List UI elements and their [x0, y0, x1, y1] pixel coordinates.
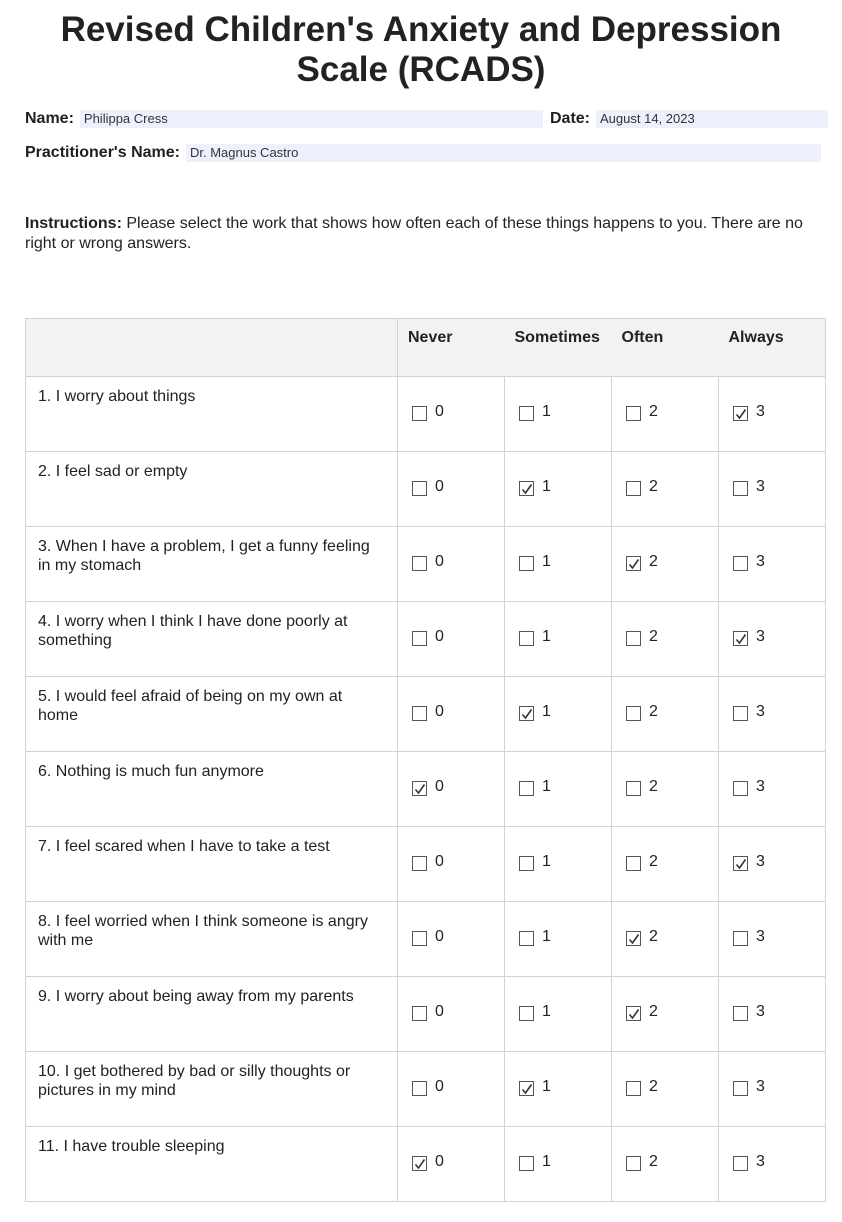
option-score: 1	[542, 553, 551, 570]
option-cell-never	[398, 977, 505, 1052]
answer-option	[733, 1004, 765, 1021]
answer-checkbox[interactable]	[519, 781, 534, 796]
option-cell-often	[612, 452, 719, 527]
column-header-always: Always	[719, 319, 826, 377]
option-cell-sometimes	[505, 1052, 612, 1127]
answer-checkbox[interactable]	[733, 406, 748, 421]
answer-option	[626, 629, 658, 646]
option-cell-never	[398, 677, 505, 752]
option-cell-sometimes	[505, 602, 612, 677]
option-score: 1	[542, 478, 551, 495]
option-score: 2	[649, 1003, 658, 1020]
table-row	[26, 752, 826, 827]
question-text: 11. I have trouble sleeping	[26, 1127, 398, 1202]
date-field-row	[550, 110, 828, 128]
page-title	[0, 10, 842, 90]
answer-checkbox[interactable]	[412, 706, 427, 721]
checkmark-icon	[628, 1008, 640, 1020]
answer-checkbox[interactable]	[519, 1156, 534, 1171]
column-header-often: Often	[612, 319, 719, 377]
table-row	[26, 527, 826, 602]
answer-option	[519, 554, 551, 571]
column-header-sometimes: Sometimes	[505, 319, 612, 377]
option-score: 0	[435, 553, 444, 570]
checkmark-icon	[521, 1083, 533, 1095]
answer-option	[412, 554, 444, 571]
checkmark-icon	[521, 483, 533, 495]
option-cell-always	[719, 752, 826, 827]
answer-checkbox[interactable]	[412, 931, 427, 946]
answer-option	[519, 929, 551, 946]
question-text: 2. I feel sad or empty	[26, 452, 398, 527]
option-score: 3	[756, 928, 765, 945]
answer-checkbox[interactable]	[626, 481, 641, 496]
option-score: 2	[649, 853, 658, 870]
table-row	[26, 377, 826, 452]
option-score: 0	[435, 1078, 444, 1095]
option-cell-always	[719, 452, 826, 527]
answer-option	[412, 479, 444, 496]
option-score: 2	[649, 553, 658, 570]
option-score: 1	[542, 1003, 551, 1020]
answer-option	[519, 629, 551, 646]
question-text: 9. I worry about being away from my parents	[26, 977, 398, 1052]
option-cell-never	[398, 452, 505, 527]
option-cell-sometimes	[505, 977, 612, 1052]
answer-option	[412, 404, 444, 421]
answer-checkbox[interactable]	[626, 1081, 641, 1096]
answer-option	[412, 929, 444, 946]
option-score: 1	[542, 778, 551, 795]
option-score: 1	[542, 1153, 551, 1170]
answer-option	[626, 779, 658, 796]
questionnaire-table	[25, 318, 826, 1202]
option-cell-often	[612, 977, 719, 1052]
answer-checkbox[interactable]	[519, 931, 534, 946]
answer-option	[519, 1154, 551, 1171]
answer-option	[519, 854, 551, 871]
answer-option	[733, 704, 765, 721]
option-score: 2	[649, 928, 658, 945]
name-field[interactable]: Philippa Cress	[80, 110, 543, 128]
option-cell-always	[719, 827, 826, 902]
answer-checkbox[interactable]	[626, 406, 641, 421]
option-cell-often	[612, 1127, 719, 1202]
answer-checkbox[interactable]	[412, 1156, 427, 1171]
option-cell-never	[398, 752, 505, 827]
option-cell-always	[719, 527, 826, 602]
option-score: 2	[649, 703, 658, 720]
instructions-lead: Instructions:	[25, 215, 122, 232]
option-cell-sometimes	[505, 827, 612, 902]
option-score: 3	[756, 778, 765, 795]
practitioner-field-row	[25, 144, 821, 162]
option-cell-often	[612, 377, 719, 452]
option-score: 2	[649, 628, 658, 645]
option-cell-never	[398, 902, 505, 977]
table-header-row	[26, 319, 826, 377]
option-score: 3	[756, 403, 765, 420]
question-text: 1. I worry about things	[26, 377, 398, 452]
option-cell-always	[719, 677, 826, 752]
answer-checkbox[interactable]	[519, 706, 534, 721]
instructions-text: Please select the work that shows how often each of these things happens to you. There are no right or wrong answers.	[25, 215, 803, 252]
answer-option	[733, 629, 765, 646]
answer-checkbox[interactable]	[733, 856, 748, 871]
answer-checkbox[interactable]	[626, 856, 641, 871]
option-cell-sometimes	[505, 377, 612, 452]
option-score: 3	[756, 553, 765, 570]
answer-checkbox[interactable]	[412, 556, 427, 571]
answer-checkbox[interactable]	[626, 556, 641, 571]
option-cell-always	[719, 602, 826, 677]
answer-option	[412, 1004, 444, 1021]
option-cell-always	[719, 1127, 826, 1202]
option-cell-sometimes	[505, 902, 612, 977]
option-cell-often	[612, 1052, 719, 1127]
table-row	[26, 602, 826, 677]
option-cell-sometimes	[505, 752, 612, 827]
option-cell-never	[398, 602, 505, 677]
table-row	[26, 827, 826, 902]
answer-option	[412, 1079, 444, 1096]
answer-checkbox[interactable]	[412, 856, 427, 871]
option-score: 2	[649, 778, 658, 795]
answer-checkbox[interactable]	[733, 1156, 748, 1171]
option-score: 0	[435, 628, 444, 645]
answer-option	[733, 404, 765, 421]
option-score: 3	[756, 853, 765, 870]
option-score: 1	[542, 1078, 551, 1095]
checkmark-icon	[628, 933, 640, 945]
answer-checkbox[interactable]	[412, 781, 427, 796]
option-cell-always	[719, 977, 826, 1052]
column-header-never: Never	[398, 319, 505, 377]
answer-checkbox[interactable]	[519, 481, 534, 496]
option-score: 1	[542, 928, 551, 945]
option-score: 2	[649, 1153, 658, 1170]
answer-checkbox[interactable]	[733, 556, 748, 571]
question-text: 4. I worry when I think I have done poorly at something	[26, 602, 398, 677]
answer-option	[412, 779, 444, 796]
option-score: 1	[542, 403, 551, 420]
option-cell-often	[612, 902, 719, 977]
question-column-header	[26, 319, 398, 377]
option-cell-never	[398, 527, 505, 602]
name-label: Name:	[25, 110, 74, 127]
answer-checkbox[interactable]	[626, 706, 641, 721]
option-cell-sometimes	[505, 677, 612, 752]
option-score: 0	[435, 703, 444, 720]
answer-option	[412, 854, 444, 871]
instructions	[25, 214, 820, 254]
answer-checkbox[interactable]	[626, 631, 641, 646]
answer-option	[519, 1004, 551, 1021]
answer-option	[733, 479, 765, 496]
question-text: 6. Nothing is much fun anymore	[26, 752, 398, 827]
answer-checkbox[interactable]	[733, 1081, 748, 1096]
table-row	[26, 1127, 826, 1202]
answer-option	[412, 1154, 444, 1171]
option-cell-often	[612, 827, 719, 902]
checkmark-icon	[628, 558, 640, 570]
answer-checkbox[interactable]	[412, 631, 427, 646]
answer-option	[519, 1079, 551, 1096]
option-cell-sometimes	[505, 1127, 612, 1202]
answer-option	[626, 1079, 658, 1096]
option-score: 0	[435, 778, 444, 795]
option-score: 3	[756, 1078, 765, 1095]
answer-checkbox[interactable]	[733, 1006, 748, 1021]
option-cell-often	[612, 527, 719, 602]
answer-checkbox[interactable]	[733, 931, 748, 946]
answer-checkbox[interactable]	[412, 406, 427, 421]
answer-checkbox[interactable]	[733, 706, 748, 721]
answer-checkbox[interactable]	[412, 1006, 427, 1021]
practitioner-label: Practitioner's Name:	[25, 144, 180, 161]
option-cell-sometimes	[505, 527, 612, 602]
answer-option	[733, 1079, 765, 1096]
option-score: 2	[649, 478, 658, 495]
answer-option	[733, 929, 765, 946]
option-score: 3	[756, 1153, 765, 1170]
question-text: 3. When I have a problem, I get a funny feeling in my stomach	[26, 527, 398, 602]
answer-option	[626, 704, 658, 721]
option-cell-often	[612, 677, 719, 752]
option-score: 3	[756, 1003, 765, 1020]
option-score: 3	[756, 478, 765, 495]
answer-option	[626, 929, 658, 946]
answer-checkbox[interactable]	[412, 1081, 427, 1096]
answer-checkbox[interactable]	[626, 931, 641, 946]
option-score: 0	[435, 853, 444, 870]
checkmark-icon	[735, 633, 747, 645]
option-cell-often	[612, 752, 719, 827]
option-score: 1	[542, 628, 551, 645]
date-field[interactable]: August 14, 2023	[596, 110, 828, 128]
answer-option	[626, 1004, 658, 1021]
answer-option	[626, 554, 658, 571]
option-cell-always	[719, 902, 826, 977]
checkmark-icon	[414, 1158, 426, 1170]
title-line-2: Scale (RCADS)	[296, 50, 546, 89]
question-text: 10. I get bothered by bad or silly thoughts or pictures in my mind	[26, 1052, 398, 1127]
answer-checkbox[interactable]	[519, 631, 534, 646]
option-score: 0	[435, 928, 444, 945]
answer-checkbox[interactable]	[733, 631, 748, 646]
answer-checkbox[interactable]	[519, 856, 534, 871]
date-label: Date:	[550, 110, 591, 127]
option-score: 3	[756, 628, 765, 645]
option-cell-never	[398, 377, 505, 452]
question-text: 5. I would feel afraid of being on my own at home	[26, 677, 398, 752]
option-cell-always	[719, 377, 826, 452]
option-score: 1	[542, 703, 551, 720]
answer-checkbox[interactable]	[519, 1006, 534, 1021]
option-score: 1	[542, 853, 551, 870]
table-row	[26, 902, 826, 977]
option-cell-never	[398, 1127, 505, 1202]
option-cell-never	[398, 1052, 505, 1127]
option-score: 3	[756, 703, 765, 720]
answer-checkbox[interactable]	[626, 1006, 641, 1021]
checkmark-icon	[414, 783, 426, 795]
table-row	[26, 677, 826, 752]
answer-checkbox[interactable]	[733, 481, 748, 496]
option-score: 2	[649, 1078, 658, 1095]
answer-option	[626, 1154, 658, 1171]
question-text: 7. I feel scared when I have to take a test	[26, 827, 398, 902]
answer-option	[626, 479, 658, 496]
option-score: 2	[649, 403, 658, 420]
answer-option	[519, 779, 551, 796]
option-score: 0	[435, 403, 444, 420]
answer-checkbox[interactable]	[519, 556, 534, 571]
answer-option	[733, 1154, 765, 1171]
table-row	[26, 977, 826, 1052]
option-cell-often	[612, 602, 719, 677]
option-score: 0	[435, 478, 444, 495]
answer-option	[519, 404, 551, 421]
answer-checkbox[interactable]	[626, 781, 641, 796]
question-text: 8. I feel worried when I think someone is angry with me	[26, 902, 398, 977]
answer-checkbox[interactable]	[519, 406, 534, 421]
answer-checkbox[interactable]	[519, 1081, 534, 1096]
table-row	[26, 452, 826, 527]
answer-option	[412, 704, 444, 721]
checkmark-icon	[735, 858, 747, 870]
option-score: 0	[435, 1153, 444, 1170]
answer-option	[519, 479, 551, 496]
answer-checkbox[interactable]	[626, 1156, 641, 1171]
answer-option	[626, 854, 658, 871]
title-line-1: Revised Children's Anxiety and Depression	[60, 10, 782, 49]
answer-option	[626, 404, 658, 421]
option-score: 0	[435, 1003, 444, 1020]
answer-option	[412, 629, 444, 646]
answer-option	[733, 779, 765, 796]
option-cell-always	[719, 1052, 826, 1127]
option-cell-sometimes	[505, 452, 612, 527]
answer-checkbox[interactable]	[733, 781, 748, 796]
checkmark-icon	[735, 408, 747, 420]
table-row	[26, 1052, 826, 1127]
name-field-row	[25, 110, 543, 128]
answer-option	[733, 854, 765, 871]
answer-option	[733, 554, 765, 571]
practitioner-field[interactable]: Dr. Magnus Castro	[186, 144, 821, 162]
checkmark-icon	[521, 708, 533, 720]
option-cell-never	[398, 827, 505, 902]
answer-checkbox[interactable]	[412, 481, 427, 496]
answer-option	[519, 704, 551, 721]
